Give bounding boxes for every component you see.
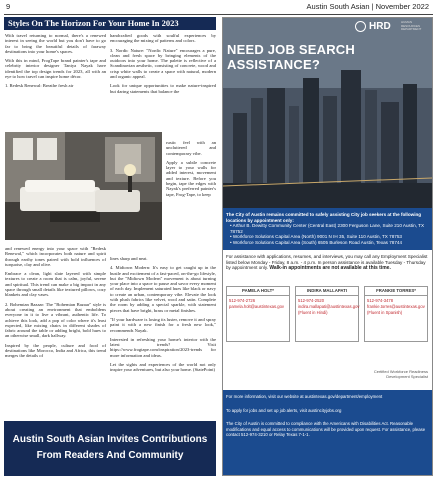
- ad-assist-text: [226, 254, 431, 272]
- contact-phone[interactable]: 512-974-2726: [229, 298, 256, 303]
- ad-locations: [223, 208, 432, 250]
- job-search-ad: [222, 17, 433, 476]
- page-header: [0, 0, 437, 14]
- contact-lang: (Fluent in Spanish): [367, 310, 403, 315]
- article-col1b: [5, 246, 106, 363]
- ad-contacts: [226, 286, 430, 346]
- ad-headline-line2: ASSISTANCE?: [227, 57, 320, 72]
- location-item: • Workforce Solutions Capital Area (South) 6505 Burleson Road Austin, Texas 78744: [230, 239, 403, 245]
- paragraph: rustic feel with an uncluttered and contemporary vibe.: [166, 140, 216, 156]
- paragraph: Inspired by the people, culture and food of destinations like Morocco, India and Africa, this trend merges the details of: [5, 342, 106, 359]
- living-room-photo: [5, 132, 162, 240]
- paragraph: 4. Midtown Modern: It's easy to get caught up in the bustle and excitement of a fast-paced, on-the-go lifestyle, but the "Midtown Modern" movement is about turning your place into a space to pause and savor every moment of each day. Implement saturated hues like black or navy to create an urban, contemporary vibe. Elevate the look with plush fabrics like velvet, wool and satin. Complete the room by adding a special sparkle, with statement pieces that have bright, brass or metal finishes.: [110, 265, 216, 313]
- paragraph: Apply a subtle concrete layer to your walls for added interest, movement and texture. Before you begin, tape the edges with Nayak's preferred painter's tape, Frog-Tape, to keep: [166, 159, 216, 197]
- contact-phone[interactable]: 512-974-3478: [367, 298, 394, 303]
- paper-issue: Austin South Asian | November 2022: [306, 2, 429, 11]
- paragraph: 3. Nordic Nature: "Nordic Nature" encourages a pure, clean and fresh space by bringing elements of the outdoors into your home. The palette is reflective of a Scandinavian aesthetic, consisting of concrete, wood and crisp white walls to create a space with natural, modern and organic appeal.: [110, 47, 216, 80]
- ad-footer: [223, 390, 432, 475]
- contact-email[interactable]: indira.mallapati@austintexas.gov: [298, 304, 360, 309]
- paragraph: "If your hardware is losing its luster, remove it and spray paint it with a new finish for a fresh new look," recommends Nayak.: [110, 316, 216, 333]
- banner-line2: From Readers And Community: [36, 450, 184, 461]
- ad-headline-line1: NEED JOB SEARCH: [227, 42, 355, 57]
- article-col2c: [110, 256, 216, 377]
- banner-line1: Austin South Asian Invites Contributions: [12, 434, 208, 445]
- paragraph: Interested in refreshing your home's interior with the latest trends? Visit https://www.frogtape.com/inspiration/2023-trends for more information and ideas.: [110, 336, 216, 358]
- paragraph: With this in mind, FrogTape brand painter's tape and celebrity interior designer Taniya Nayak have identified the top design trends for 2023, all with an eye to how travel can inspire home décor.: [5, 58, 106, 80]
- contact-card: [295, 286, 359, 342]
- contact-email[interactable]: frankie.torres@austintexas.gov: [367, 304, 425, 309]
- paragraph: handcrafted goods with soulful experiences by encouraging the mixing of patterns and colors.: [110, 33, 216, 44]
- ad-headline: [227, 42, 355, 72]
- walkin-note: Walk-in appointments are not available at this time.: [269, 265, 391, 272]
- contact-card: [364, 286, 428, 342]
- article-title: Styles On The Horizon For Your Home In 2023: [4, 17, 216, 30]
- header-rule: [4, 14, 433, 15]
- paragraph: With travel returning to normal, there's a renewed interest in seeing the world but you don't have to go far to bring the beautiful details of faraway destinations into your home's spaces.: [5, 33, 106, 54]
- article-col2: [110, 33, 216, 98]
- contact-lang: (Fluent in Hindi): [298, 310, 328, 315]
- location-item: • Arthur B. Dewitty Community Center (Central East) 2300 Ferguson Lane, Suite 210 Austin, TX 78752: [230, 223, 425, 234]
- paragraph: and renewed energy into your space with "Redesk Renewal," which incorporates both nature and spirit through earthy tones paired with bold influences of turquoise, clay and olive.: [5, 246, 106, 267]
- contact-name: FRANKIE TORRES*: [365, 287, 427, 296]
- article-col1: [5, 33, 106, 93]
- paragraph: Look for unique opportunities to make nature-inspired but daring statements that balance the: [110, 83, 216, 94]
- paragraph: 2. Bohemian Bazaar: The "Bohemian Bazaar" style is about creating an environment that emboldens everyone in it to live a vibrant, authentic life. To achieve this look, add a pop of color where it's least expected, like mixing chairs in different shades of fabric around the table or adding bright, bold hues to an otherwise small, dark hallway.: [5, 301, 106, 339]
- paragraph: Embrace a clean, light slate layered with simple textures to create a room that is calm, joyful, serene and spiritual. This trend can make a big impact in any space through small details like textured pillows, cozy blankets and clay vases.: [5, 271, 106, 298]
- assist-text: For assistance with applications, resumes, and interviews, you may call any Employment Specialist listed below Monday - Friday, 8 a.m. - 4 p.m. In person assistance is available Tuesday - Thursday by appointment only.: [226, 254, 428, 271]
- page-number: 9: [6, 2, 11, 11]
- contact-phone[interactable]: 512-974-2520: [298, 298, 325, 303]
- info-title: The City of Austin remains committed to safely assisting City job seekers at the following locations by appointment only:: [226, 212, 422, 223]
- contact-card: [226, 286, 290, 342]
- footer-apply[interactable]: To apply for jobs and set up job alerts, visit austincityjobs.org: [226, 407, 342, 413]
- paragraph: lines sharp and neat.: [110, 256, 148, 261]
- contact-email[interactable]: pamela.holt@austintexas.gov: [229, 304, 284, 309]
- hrd-logo: HRD: [369, 21, 391, 32]
- contact-name: INDIRA MALLAPATI: [296, 287, 358, 296]
- paragraph: Let the sights and experiences of the world not only inspire your adventures, but also your home. (StatePoint): [110, 362, 216, 373]
- ad-hero: [223, 18, 432, 208]
- contact-name: PAMELA HOLT*: [227, 287, 289, 296]
- paragraph: 1. Redesk Renewal: Breathe fresh air: [5, 83, 74, 89]
- partner-logo-text: Certified Workforce Readiness Development Specialist: [373, 369, 428, 379]
- hrd-logo-icon: [355, 21, 366, 32]
- article-col2b: [166, 140, 216, 201]
- contributions-banner: [4, 421, 216, 476]
- footer-ada: The City of Austin is committed to compliance with the Americans with Disabilities Act. Reasonable modifications and equal access to communications will be provided upon request. For assistance, please contact 512-974-3210 or Relay Texas 7-1-1.: [226, 421, 426, 437]
- hrd-subtitle: HUMAN RESOURCES DEPARTMENT: [401, 20, 422, 32]
- location-item: • Workforce Solutions Capital Area (North) 9001 N IH 35, Suite 110 Austin, TX 78753: [230, 234, 402, 240]
- footer-website[interactable]: For more information, visit our website at austintexas.gov/department/employment: [226, 394, 383, 399]
